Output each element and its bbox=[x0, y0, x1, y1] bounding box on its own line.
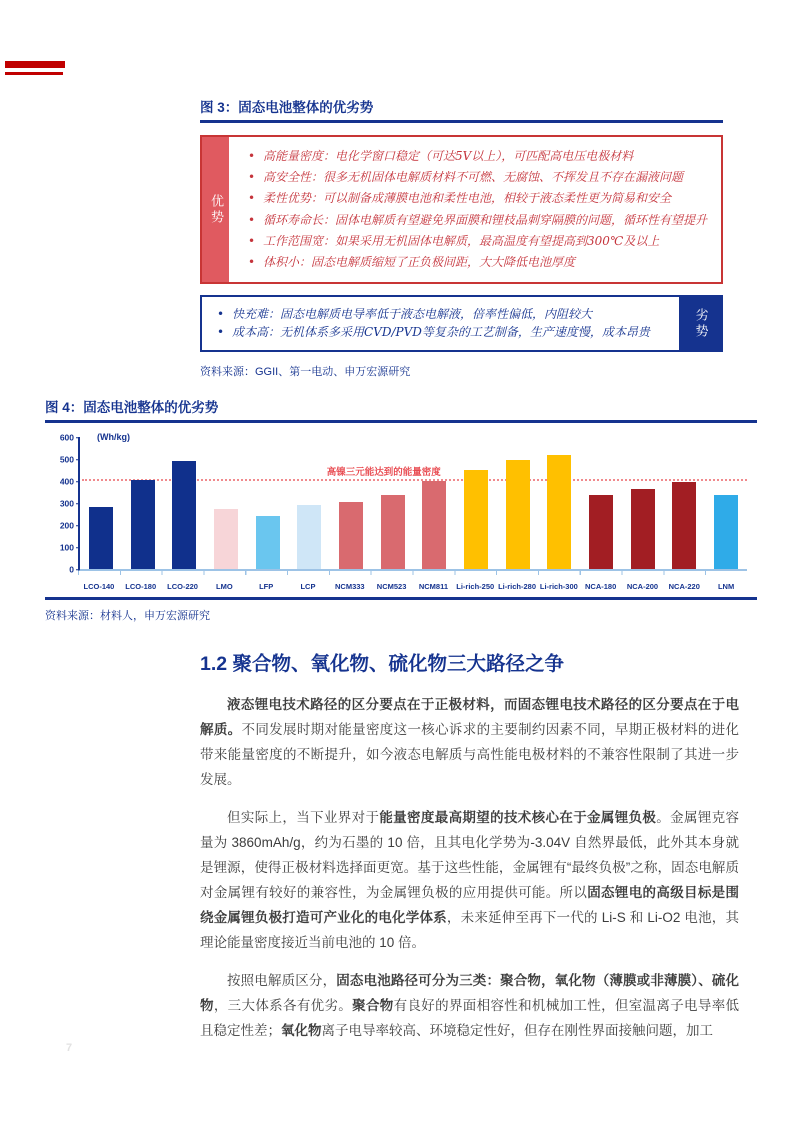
bar-NCM523 bbox=[381, 495, 405, 569]
x-axis-label: LMO bbox=[216, 582, 233, 591]
x-axis-label: NCM333 bbox=[334, 582, 365, 591]
text-run: 。金属锂克容量为 3860mAh/g，约为石墨的 10 倍，且其电化学势为-3.04V 自然界最低，此外其本身就是锂源，使得正极材料选择面更宽。基于这些性能，金属锂有“最终负极”之称，固态电解质对金属锂有较好的兼容性，为金属锂负极的应用提供可能。所以 bbox=[200, 810, 740, 900]
bar-slot bbox=[580, 437, 622, 569]
bold-text-run: 固态锂电的高级目标是围绕金属锂负极打造可产业化的电化学体系 bbox=[200, 885, 740, 925]
bar-slot bbox=[705, 437, 747, 569]
bar-slot bbox=[80, 437, 122, 569]
bold-text-run: 聚合物 bbox=[352, 998, 394, 1013]
page-number: 7 bbox=[66, 1042, 73, 1054]
chart-plot-area bbox=[59, 431, 747, 574]
list-item: • 循环寿命长：固体电解质有望避免界面膜和锂枝晶刺穿隔膜的问题，循环性有望提升 bbox=[263, 213, 713, 228]
list-item: • 高能量密度：电化学窗口稳定（可达5V以上），可匹配高电压电极材料 bbox=[263, 149, 713, 164]
list-item: • 高安全性：很多无机固体电解质材料不可燃、无腐蚀、不挥发且不存在漏液问题 bbox=[263, 170, 713, 185]
y-axis-tick: 200 bbox=[59, 519, 74, 530]
bar-LCO-140 bbox=[89, 507, 113, 569]
bold-text-run: 固态电池路径可分为三类：聚合物，氧化物（薄膜或非薄膜）、硫化物 bbox=[200, 973, 740, 1013]
x-axis-labels bbox=[78, 582, 747, 591]
figure-4-title: 图 4：固态电池整体的优劣势 bbox=[45, 396, 757, 423]
y-axis-tick: 300 bbox=[59, 497, 74, 508]
y-axis-tick: 0 bbox=[69, 563, 74, 574]
brand-logo-bar-thin bbox=[5, 72, 63, 75]
bar-slot bbox=[122, 437, 164, 569]
text-run: ，三大体系各有优劣。 bbox=[213, 998, 353, 1013]
list-item: • 体积小：固态电解质缩短了正负极间距，大大降低电池厚度 bbox=[263, 255, 713, 270]
bar-slot bbox=[622, 437, 664, 569]
bar-Li-rich-280 bbox=[506, 460, 530, 569]
text-run: 有良好的界面相容性和机械加工性，但室温离子电导率低且稳定性差； bbox=[200, 998, 740, 1038]
bar-series bbox=[80, 437, 747, 569]
bold-text-run: 液态锂电技术路径的区分要点在于正极材料，而固态锂电技术路径的区分要点在于电解质。 bbox=[200, 697, 739, 737]
list-item: • 成本高：无机体系多采用CVD/PVD等复杂的工艺制备，生产速度慢，成本昂贵 bbox=[232, 325, 671, 340]
y-axis-tick: 400 bbox=[59, 475, 74, 486]
x-axis-label: LNM bbox=[717, 582, 735, 591]
bar-Li-rich-250 bbox=[464, 470, 488, 569]
x-axis-label: LCO-180 bbox=[125, 582, 157, 591]
x-axis-label: NCA-200 bbox=[626, 582, 659, 591]
advantages-box bbox=[200, 135, 723, 284]
bar-LMO bbox=[214, 509, 238, 570]
x-axis-label: LCO-140 bbox=[83, 582, 115, 591]
x-axis-label: Li-rich-300 bbox=[539, 582, 578, 591]
disadvantages-box bbox=[200, 295, 723, 352]
bar-LCO-180 bbox=[131, 480, 155, 569]
x-axis-label: LCP bbox=[300, 582, 316, 591]
body-paragraph bbox=[200, 805, 739, 955]
bar-slot bbox=[664, 437, 706, 569]
bar-slot bbox=[539, 437, 581, 569]
text-run: 但实际上，当下业界对于 bbox=[227, 810, 380, 825]
bar-slot bbox=[455, 437, 497, 569]
bar-NCA-220 bbox=[672, 482, 696, 569]
y-axis-unit-label: (Wh/kg) bbox=[97, 432, 130, 442]
brand-logo-bar-thick bbox=[5, 61, 65, 68]
y-axis-tick: 500 bbox=[59, 453, 74, 464]
figure-3-title: 图 3：固态电池整体的优劣势 bbox=[200, 96, 723, 123]
bold-text-run: 氧化物 bbox=[281, 1023, 322, 1038]
figure-4-source: 资料来源：材料人，申万宏源研究 bbox=[45, 610, 210, 622]
text-run: ，未来延伸至再下一代的 Li-S 和 Li-O2 电池，其理论能量密度接近当前电池的 10 倍。 bbox=[200, 910, 740, 950]
bar-LFP bbox=[256, 516, 280, 569]
section-heading: 1.2 聚合物、氧化物、硫化物三大路径之争 bbox=[200, 653, 565, 675]
bar-slot bbox=[205, 437, 247, 569]
disadvantages-list bbox=[202, 297, 679, 350]
figure-3 bbox=[200, 96, 723, 379]
x-axis-label: NCA-180 bbox=[585, 582, 617, 591]
reference-line-label: 高镍三元能达到的能量密度 bbox=[326, 467, 441, 479]
x-axis-label: NCM811 bbox=[418, 582, 448, 591]
bar-slot bbox=[414, 437, 456, 569]
bar-LNM bbox=[714, 495, 738, 569]
bar-LCO-220 bbox=[172, 461, 196, 569]
text-run: 离子电导率较高、环境稳定性好，但存在刚性界面接触问题，加工 bbox=[321, 1023, 713, 1038]
body-text bbox=[200, 692, 739, 1056]
bar-LCP bbox=[297, 505, 321, 569]
bar-NCM811 bbox=[422, 481, 446, 569]
advantages-list bbox=[229, 137, 721, 282]
bar-slot bbox=[247, 437, 289, 569]
body-paragraph bbox=[200, 692, 739, 792]
figure-3-source: 资料来源：GGII、第一电动、申万宏源研究 bbox=[200, 366, 411, 378]
x-axis-label: LFP bbox=[259, 582, 274, 591]
list-item: • 柔性优势：可以制备成薄膜电池和柔性电池，相较于液态柔性更为简易和安全 bbox=[263, 191, 713, 206]
bar-slot bbox=[163, 437, 205, 569]
figure-4-divider bbox=[45, 597, 757, 600]
bar-slot bbox=[330, 437, 372, 569]
list-item: • 工作范围宽：如果采用无机固体电解质，最高温度有望提高到300℃及以上 bbox=[263, 234, 713, 249]
x-axis-label: Li-rich-250 bbox=[456, 582, 495, 591]
x-axis-ticks bbox=[78, 571, 747, 575]
x-axis-label: NCM523 bbox=[376, 582, 407, 591]
bar-slot bbox=[372, 437, 414, 569]
x-axis-label: Li-rich-280 bbox=[498, 582, 536, 591]
bar-slot bbox=[497, 437, 539, 569]
x-axis-label: LCO-220 bbox=[167, 582, 198, 591]
advantages-side-label: 优势 bbox=[202, 137, 229, 282]
bold-text-run: 能量密度最高期望的技术核心在于金属锂负极 bbox=[379, 810, 657, 825]
y-axis-tick: 100 bbox=[59, 541, 74, 552]
bar-Li-rich-300 bbox=[547, 455, 571, 569]
text-run: 按照电解质区分， bbox=[227, 973, 337, 988]
bar-NCA-200 bbox=[631, 489, 655, 569]
bar-slot bbox=[288, 437, 330, 569]
energy-density-bar-chart bbox=[45, 429, 757, 595]
figure-4 bbox=[45, 396, 757, 623]
bar-NCA-180 bbox=[589, 495, 613, 569]
y-axis-tick: 600 bbox=[59, 431, 74, 442]
body-paragraph bbox=[200, 968, 739, 1043]
text-run: 不同发展时期对能量密度这一核心诉求的主要制约因素不同，早期正极材料的进化带来能量密度的不断提升，如今液态电解质与高性能电极材料的不兼容性限制了其进一步发展。 bbox=[200, 722, 740, 787]
x-axis-label: NCA-220 bbox=[668, 582, 700, 591]
bar-NCM333 bbox=[339, 502, 363, 569]
list-item: • 快充难：固态电解质电导率低于液态电解液，倍率性偏低，内阻较大 bbox=[232, 307, 671, 322]
disadvantages-side-label: 劣势 bbox=[679, 297, 721, 350]
